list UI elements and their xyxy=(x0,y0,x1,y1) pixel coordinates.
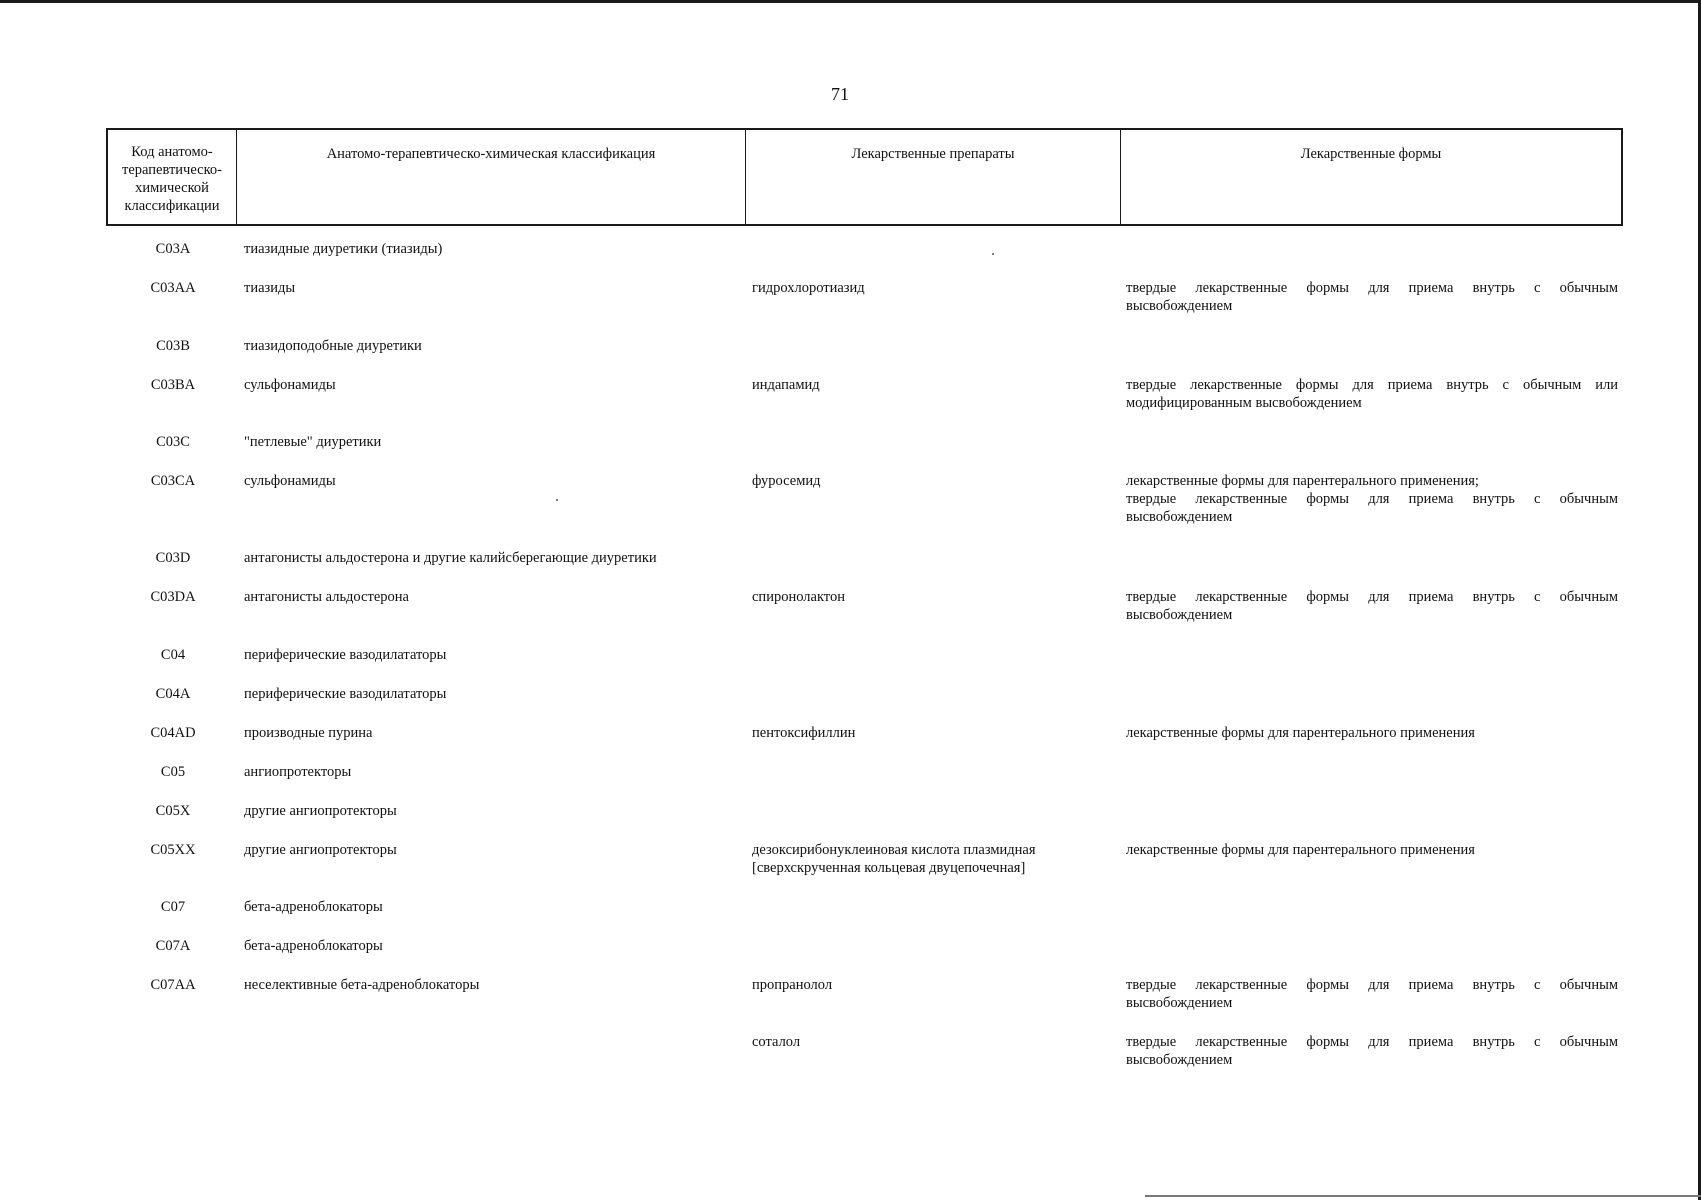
dosage-form: лекарственные формы для парентерального применения xyxy=(1126,842,1475,858)
drug-name: гидрохлоротиазид xyxy=(752,280,865,296)
atc-code: C05 xyxy=(160,764,186,780)
atc-code: C03B xyxy=(156,338,190,354)
drug-name: спиронолактон xyxy=(752,589,845,605)
page-number: 71 xyxy=(831,84,849,104)
atc-classification: тиазиды xyxy=(244,280,296,296)
atc-code: C03BA xyxy=(150,377,196,393)
atc-classification: производные пурина xyxy=(244,725,373,741)
dosage-form: лекарственные формы для парентерального применения; xyxy=(1126,473,1479,489)
header-code: Код анатомо-терапевтическо-химической классификации xyxy=(108,130,237,224)
atc-classification: тиазидные диуретики (тиазиды) xyxy=(244,241,443,257)
atc-classification: другие ангиопротекторы xyxy=(244,803,397,819)
atc-code: C04 xyxy=(160,647,186,663)
atc-code: C05X xyxy=(155,803,191,819)
atc-code: C04A xyxy=(155,686,191,702)
atc-code: C03DA xyxy=(150,589,196,605)
atc-code: C07AA xyxy=(150,977,196,993)
atc-code: C03CA xyxy=(150,473,196,489)
atc-code: C07 xyxy=(160,899,186,915)
drug-name: фуросемид xyxy=(752,473,821,489)
dosage-form: твердые лекарственные формы для приема внутрь с обычным высвобождением xyxy=(1126,491,1618,525)
header-forms: Лекарственные формы xyxy=(1300,146,1442,162)
drug-name: дезоксирибонуклеиновая кислота плазмидная [сверхскрученная кольцевая двуцепочечная] xyxy=(752,842,1036,876)
dosage-form: твердые лекарственные формы для приема внутрь с обычным высвобождением xyxy=(1126,589,1618,623)
atc-classification: ангиопротекторы xyxy=(244,764,352,780)
atc-code: C04AD xyxy=(150,725,196,741)
header-drugs: Лекарственные препараты xyxy=(746,130,1121,224)
atc-classification: "петлевые" диуретики xyxy=(244,434,382,450)
dosage-form: твердые лекарственные формы для приема внутрь с обычным высвобождением xyxy=(1126,1034,1618,1068)
dosage-form-list xyxy=(1126,472,1618,526)
atc-code: C03A xyxy=(155,241,191,257)
scan-bottom-line xyxy=(1145,1195,1701,1197)
atc-classification: антагонисты альдостерона xyxy=(244,589,409,605)
drug-name: соталол xyxy=(752,1034,801,1050)
atc-code: C03D xyxy=(155,550,191,566)
table-header xyxy=(106,128,1623,226)
dosage-form: твердые лекарственные формы для приема внутрь с обычным или модифицированным высвобождением xyxy=(1126,377,1618,411)
atc-code: C03C xyxy=(156,434,190,450)
scan-speck xyxy=(556,499,558,501)
scan-top-border xyxy=(0,0,1701,3)
atc-code: C03AA xyxy=(150,280,196,296)
dosage-form: лекарственные формы для парентерального применения xyxy=(1126,725,1475,741)
scan-speck xyxy=(992,253,994,255)
atc-classification: неселективные бета-адреноблокаторы xyxy=(244,977,480,993)
drug-name: пропранолол xyxy=(752,977,833,993)
atc-classification: антагонисты альдостерона и другие калийсберегающие диуретики xyxy=(244,550,657,566)
atc-classification: бета-адреноблокаторы xyxy=(244,899,383,915)
atc-classification: другие ангиопротекторы xyxy=(244,842,397,858)
atc-classification: периферические вазодилататоры xyxy=(244,686,447,702)
dosage-form: твердые лекарственные формы для приема внутрь с обычным высвобождением xyxy=(1126,977,1618,1011)
atc-classification: периферические вазодилататоры xyxy=(244,647,447,663)
atc-code: C07A xyxy=(155,938,191,954)
atc-classification: тиазидоподобные диуретики xyxy=(244,338,422,354)
dosage-form: твердые лекарственные формы для приема внутрь с обычным высвобождением xyxy=(1126,280,1618,314)
drug-name: пентоксифиллин xyxy=(752,725,856,741)
atc-classification: сульфонамиды xyxy=(244,473,336,489)
drug-name: индапамид xyxy=(752,377,820,393)
atc-code: C05XX xyxy=(150,842,196,858)
header-classification: Анатомо-терапевтическо-химическая классификация xyxy=(237,130,746,224)
atc-classification: сульфонамиды xyxy=(244,377,336,393)
atc-classification: бета-адреноблокаторы xyxy=(244,938,383,954)
